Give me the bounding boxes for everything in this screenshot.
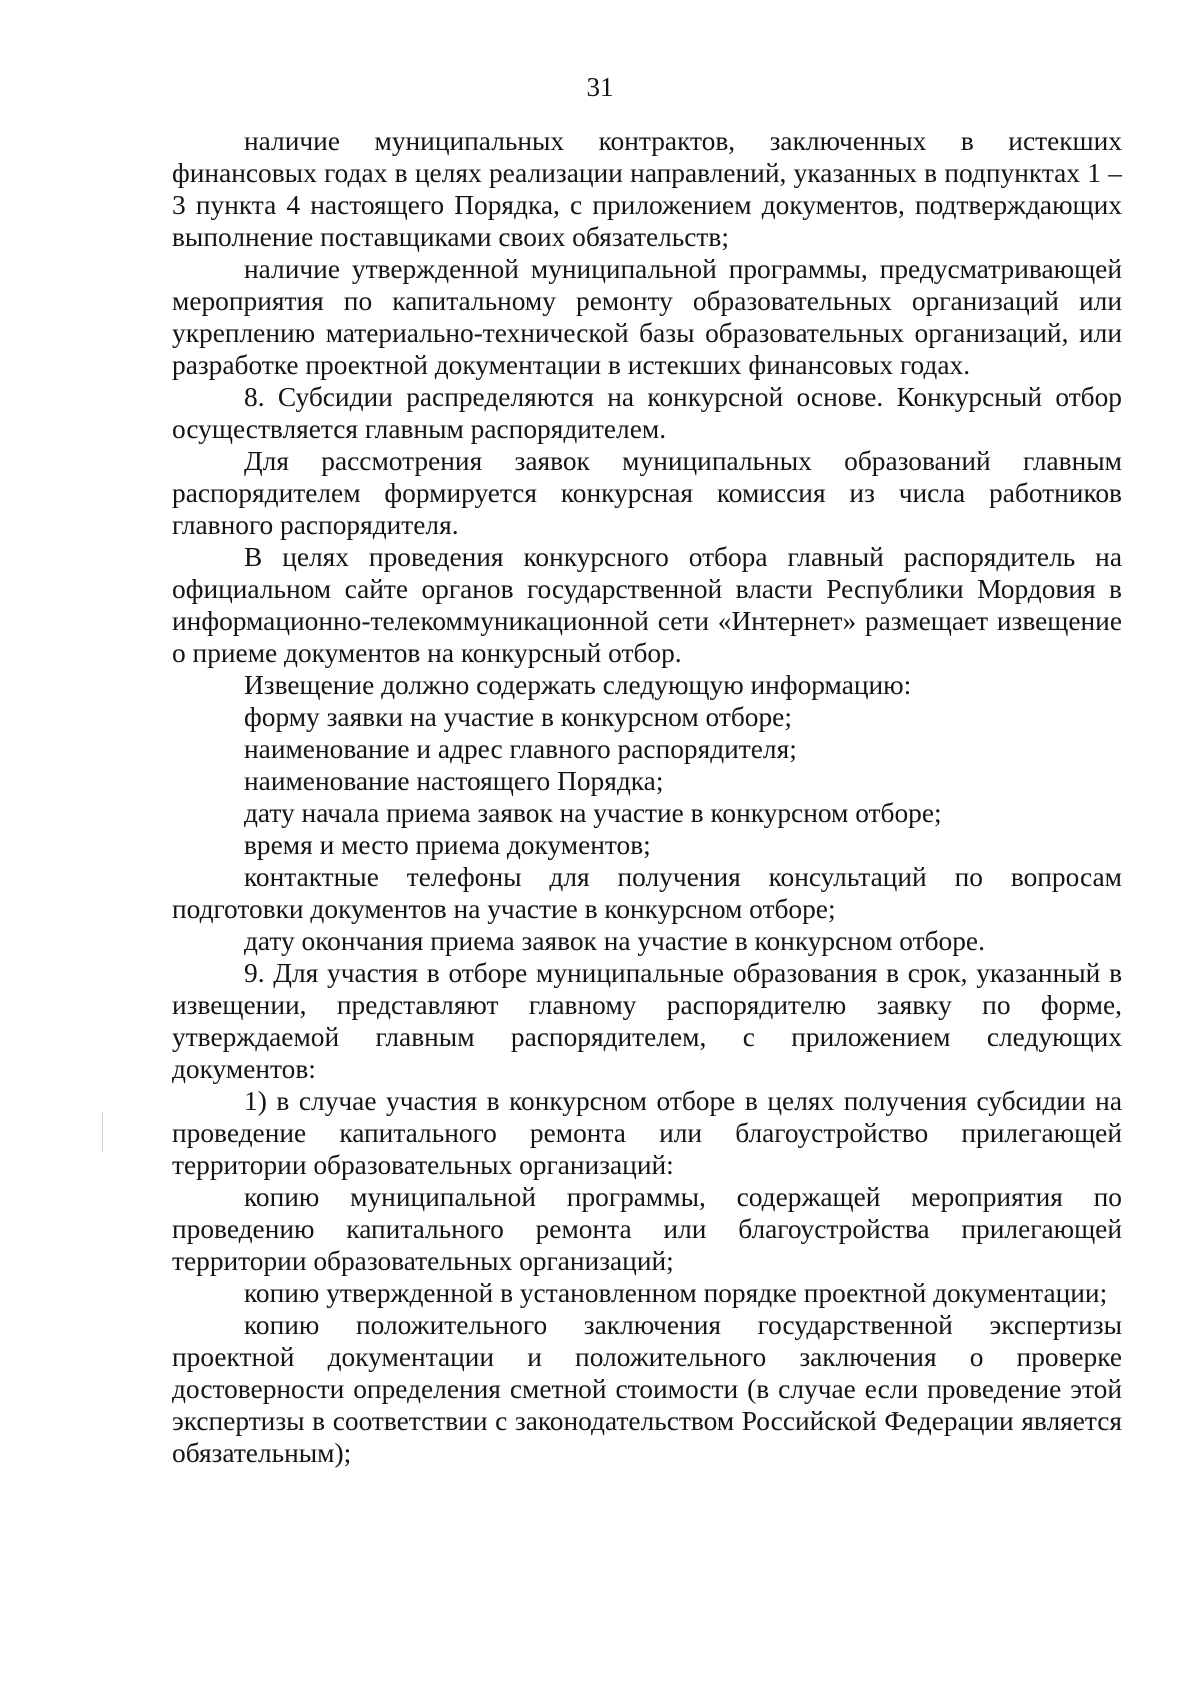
paragraph: наличие утвержденной муниципальной программы, предусматривающей мероприятия по капитальному ремонту образовательных организаций или укреплению материально-технической базы образовательных организаций, или разработке проектной документации в истекших финансовых годах. xyxy=(172,254,1122,380)
list-item: копию муниципальной программы, содержащей мероприятия по проведению капитального ремонта или благоустройства прилегающей территории образовательных организаций; xyxy=(172,1182,1122,1276)
paragraph: 8. Субсидии распределяются на конкурсной основе. Конкурсный отбор осуществляется главным распорядителем. xyxy=(172,382,1122,444)
paragraph: 9. Для участия в отборе муниципальные образования в срок, указанный в извещении, представляют главному распорядителю заявку по форме, утверждаемой главным распорядителем, с приложением следующих документов: xyxy=(172,958,1122,1084)
paragraph: Для рассмотрения заявок муниципальных образований главным распорядителем формируется конкурсная комиссия из числа работников главного распорядителя. xyxy=(172,446,1122,540)
paragraph: наличие муниципальных контрактов, заключенных в истекших финансовых годах в целях реализации направлений, указанных в подпунктах 1 – 3 пункта 4 настоящего Порядка, с приложением документов, подтверждающих выполнение поставщиками своих обязательств; xyxy=(172,126,1122,252)
list-item: копию положительного заключения государственной экспертизы проектной документации и положительного заключения о проверке достоверности определения сметной стоимости (в случае если проведение этой экспертизы в соответствии с законодательством Российской Федерации является обязательным); xyxy=(172,1310,1122,1468)
list-item: время и место приема документов; xyxy=(244,830,651,860)
list-item: дату окончания приема заявок на участие в конкурсном отборе. xyxy=(244,926,985,956)
paragraph: 1) в случае участия в конкурсном отборе в целях получения субсидии на проведение капитального ремонта или благоустройство прилегающей территории образовательных организаций: xyxy=(172,1086,1122,1180)
list-item: форму заявки на участие в конкурсном отборе; xyxy=(244,702,792,732)
scan-artifact xyxy=(102,1112,103,1152)
list-item: наименование настоящего Порядка; xyxy=(244,766,664,796)
list-item: дату начала приема заявок на участие в конкурсном отборе; xyxy=(244,798,942,828)
page-number: 31 xyxy=(586,72,614,102)
paragraph: В целях проведения конкурсного отбора главный распорядитель на официальном сайте органов государственной власти Республики Мордовия в информационно-телекоммуникационной сети «Интернет» размещает извещение о приеме документов на конкурсный отбор. xyxy=(172,542,1122,668)
document-body xyxy=(172,125,1122,1469)
list-item: наименование и адрес главного распорядителя; xyxy=(244,734,797,764)
list-item: контактные телефоны для получения консультаций по вопросам подготовки документов на участие в конкурсном отборе; xyxy=(172,862,1122,924)
list-item: копию утвержденной в установленном порядке проектной документации; xyxy=(244,1278,1108,1308)
paragraph: Извещение должно содержать следующую информацию: xyxy=(244,670,912,700)
